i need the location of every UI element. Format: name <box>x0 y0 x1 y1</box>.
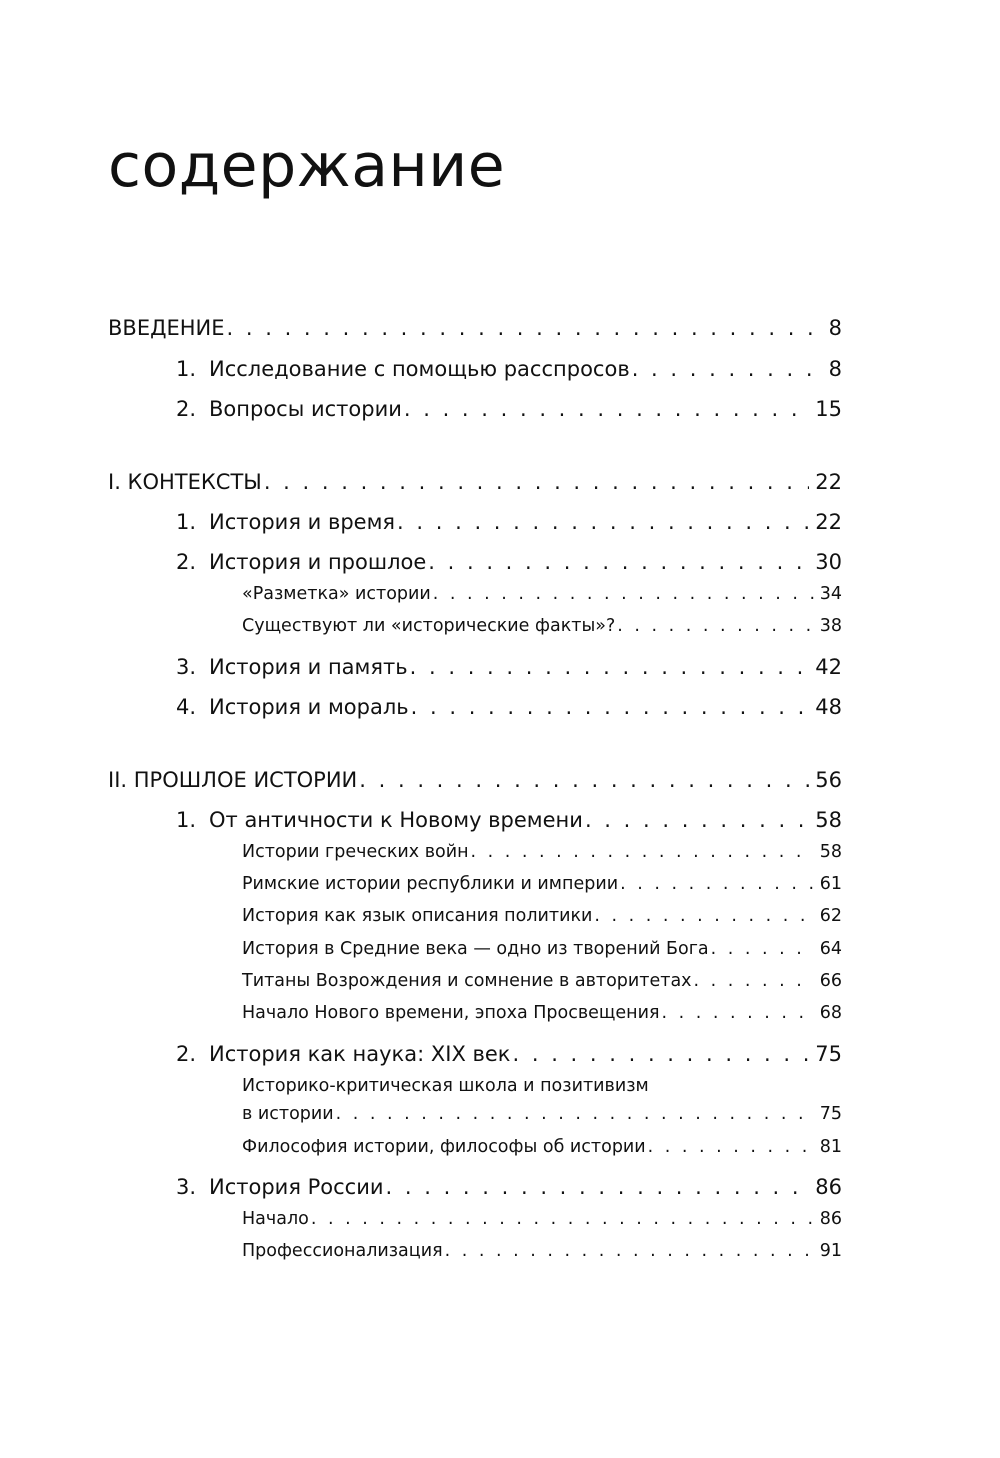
toc-entry-page: 75 <box>819 1104 842 1124</box>
toc-entry-number: 2. <box>176 397 197 421</box>
toc-entry-page: 34 <box>819 584 842 604</box>
dot-leader <box>513 1042 810 1066</box>
dot-leader <box>264 470 809 494</box>
toc-entry-number: 1. <box>176 808 197 832</box>
dot-leader <box>632 357 823 381</box>
toc-entry-intro-2[interactable] <box>0 397 842 421</box>
toc-entry-page: 8 <box>828 316 842 340</box>
toc-entry-page: 15 <box>815 397 842 421</box>
toc-entry-page: 81 <box>819 1137 842 1157</box>
toc-entry-title: Начало <box>242 1209 309 1229</box>
toc-entry-title: История России <box>209 1175 384 1199</box>
toc-entry-number: 2. <box>176 550 197 574</box>
toc-entry-page: 8 <box>828 357 842 381</box>
toc-entry-part2-1[interactable] <box>0 808 842 832</box>
toc-entry-page: 61 <box>819 874 842 894</box>
toc-entry-title: История и память <box>209 655 408 679</box>
toc-entry-page: 86 <box>815 1175 842 1199</box>
toc-entry-title: История в Средние века — одно из творений Бога <box>242 939 709 959</box>
toc-entry-part1-2[interactable] <box>0 550 842 574</box>
toc-entry-title: II. ПРОШЛОЕ ИСТОРИИ <box>108 768 358 792</box>
toc-entry-page: 62 <box>819 906 842 926</box>
toc-entry-page: 56 <box>815 768 842 792</box>
toc-entry-part2-3a[interactable] <box>0 1209 842 1229</box>
toc-entry-title: Истории греческих войн <box>242 842 469 862</box>
toc-entry-part2-3[interactable] <box>0 1175 842 1199</box>
toc-entry-part1-1[interactable] <box>0 510 842 534</box>
dot-leader <box>594 906 813 926</box>
toc-entry-title: Исследование с помощью расспросов <box>209 357 630 381</box>
toc-entry-number: 3. <box>176 655 197 679</box>
toc-entry-page: 91 <box>819 1241 842 1261</box>
toc-entry-title: Римские истории республики и империи <box>242 874 619 894</box>
dot-leader <box>397 510 809 534</box>
dot-leader <box>445 1241 814 1261</box>
toc-entry-title: Существуют ли «исторические факты»? <box>242 616 616 636</box>
dot-leader <box>311 1209 814 1229</box>
toc-entry-page: 30 <box>815 550 842 574</box>
dot-leader <box>433 584 814 604</box>
toc-entry-part1-2a[interactable] <box>0 584 842 604</box>
dot-leader <box>410 655 810 679</box>
dot-leader <box>648 1137 814 1157</box>
dot-leader <box>428 550 809 574</box>
toc-entry-part2-1d[interactable] <box>0 939 842 959</box>
toc-entry-title: История и прошлое <box>209 550 427 574</box>
toc-entry-part2-1b[interactable] <box>0 874 842 894</box>
toc-entry-title: I. КОНТЕКСТЫ <box>108 470 262 494</box>
dot-leader <box>620 874 814 894</box>
dot-leader <box>471 842 814 862</box>
toc-entry-page: 38 <box>819 616 842 636</box>
toc-entry-number: 2. <box>176 1042 197 1066</box>
toc-entry-page: 86 <box>819 1209 842 1229</box>
toc-entry-page: 66 <box>819 971 842 991</box>
toc-entry-number: 1. <box>176 357 197 381</box>
toc-entry-part2[interactable] <box>0 768 842 792</box>
toc-entry-page: 58 <box>819 842 842 862</box>
toc-entry-part2-1a[interactable] <box>0 842 842 862</box>
dot-leader <box>694 971 814 991</box>
toc-entry-page: 68 <box>819 1003 842 1023</box>
toc-entry-title: в истории <box>242 1104 334 1124</box>
toc-entry-page: 75 <box>815 1042 842 1066</box>
toc-entry-page: 22 <box>815 470 842 494</box>
toc-entry-part2-1c[interactable] <box>0 906 842 926</box>
toc-entry-number: 1. <box>176 510 197 534</box>
toc-entry-page: 64 <box>819 939 842 959</box>
dot-leader <box>662 1003 814 1023</box>
dot-leader <box>617 616 813 636</box>
toc-entry-title: От античности к Новому времени <box>209 808 583 832</box>
toc-entry-title: История и время <box>209 510 396 534</box>
toc-entry-title: История как язык описания политики <box>242 906 593 926</box>
toc-entry-part2-1e[interactable] <box>0 971 842 991</box>
toc-entry-part1[interactable] <box>0 470 842 494</box>
dot-leader <box>227 316 823 340</box>
toc-entry-part1-4[interactable] <box>0 695 842 719</box>
toc-entry-page: 58 <box>815 808 842 832</box>
toc-entry-title: Начало Нового времени, эпоха Просвещения <box>242 1003 660 1023</box>
dot-leader <box>386 1175 810 1199</box>
toc-entry-part2-3b[interactable] <box>0 1241 842 1261</box>
toc-entry-part2-2a[interactable] <box>0 1104 842 1124</box>
toc-entry-title: Вопросы истории <box>209 397 402 421</box>
toc-entry-title-line1: Историко-критическая школа и позитивизм <box>242 1076 649 1096</box>
toc-entry-title: Профессионализация <box>242 1241 443 1261</box>
toc-entry-part2-2b[interactable] <box>0 1137 842 1157</box>
dot-leader <box>336 1104 814 1124</box>
page-title: содержание <box>108 131 506 201</box>
dot-leader <box>585 808 809 832</box>
toc-entry-page: 22 <box>815 510 842 534</box>
dot-leader <box>359 768 809 792</box>
dot-leader <box>411 695 810 719</box>
toc-entry-title: История и мораль <box>209 695 409 719</box>
toc-entry-part1-3[interactable] <box>0 655 842 679</box>
toc-entry-intro-1[interactable] <box>0 357 842 381</box>
toc-entry-title: ВВЕДЕНИЕ <box>108 316 225 340</box>
toc-entry-title: Философия истории, философы об истории <box>242 1137 646 1157</box>
toc-entry-part2-2[interactable] <box>0 1042 842 1066</box>
dot-leader <box>404 397 809 421</box>
toc-entry-number: 4. <box>176 695 197 719</box>
toc-entry-part1-2b[interactable] <box>0 616 842 636</box>
toc-entry-number: 3. <box>176 1175 197 1199</box>
toc-entry-title: Титаны Возрождения и сомнение в авторитетах <box>242 971 692 991</box>
toc-entry-title: «Разметка» истории <box>242 584 431 604</box>
dot-leader <box>711 939 814 959</box>
toc-entry-part2-1f[interactable] <box>0 1003 842 1023</box>
toc-entry-page: 42 <box>815 655 842 679</box>
toc-entry-page: 48 <box>815 695 842 719</box>
toc-entry-title: История как наука: XIX век <box>209 1042 511 1066</box>
toc-entry-intro[interactable] <box>0 316 842 340</box>
